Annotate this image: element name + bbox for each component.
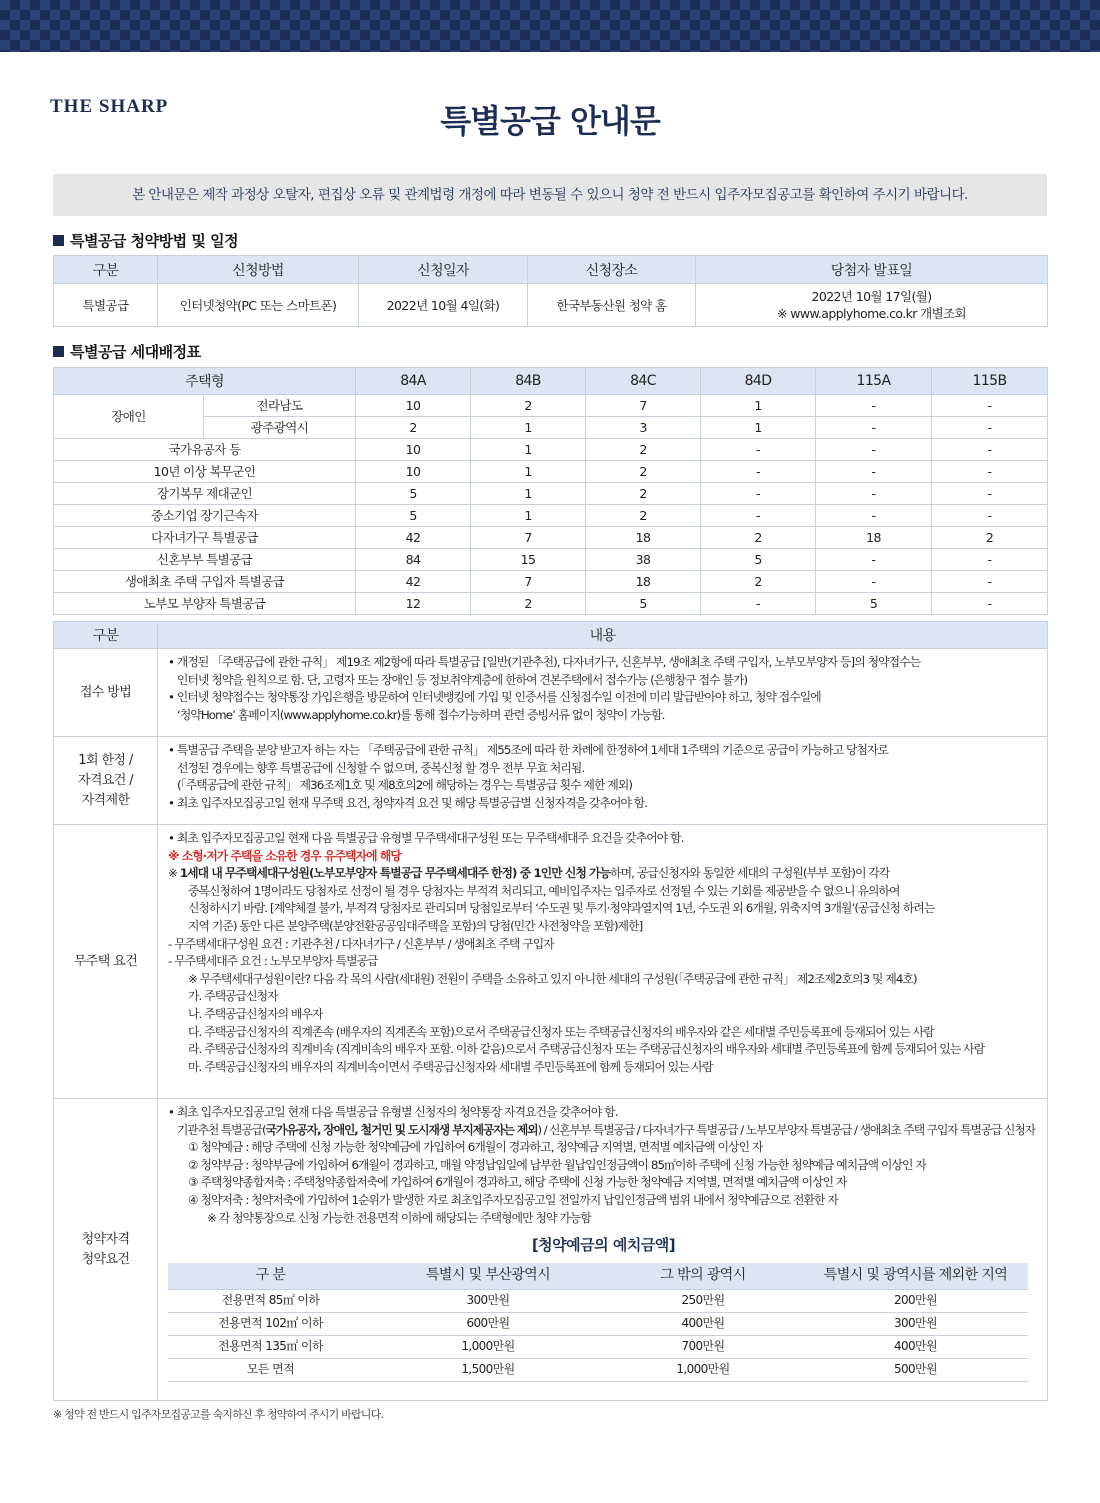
allocation-cell: 1 — [471, 505, 586, 527]
schedule-header: 신청방법 — [158, 256, 359, 284]
allocation-cell: 18 — [586, 527, 701, 549]
allocation-row — [54, 483, 1048, 505]
section-label: 무주택 요건 — [54, 825, 158, 1099]
deposit-header: 구 분 — [168, 1263, 373, 1290]
allocation-cell: 1 — [701, 395, 816, 417]
deposit-cell: 250만원 — [603, 1290, 803, 1313]
deposit-row — [168, 1313, 1028, 1336]
allocation-row-label: 광주광역시 — [204, 417, 356, 439]
allocation-cell: - — [816, 549, 932, 571]
details-header: 내용 — [158, 622, 1048, 649]
allocation-cell: 1 — [471, 439, 586, 461]
allocation-cell: 2 — [932, 527, 1048, 549]
notice-banner: 본 안내문은 제작 과정상 오탈자, 편집상 오류 및 관계법령 개정에 따라 변동될 수 있으니 청약 전 반드시 입주자모집공고를 확인하여 주시기 바랍니다. — [53, 174, 1047, 216]
allocation-row — [54, 417, 1048, 439]
section-content: • 최초 입주자모집공고일 현재 다음 특별공급 유형별 무주택세대구성원 또는 무주택세대주 요건을 갖추어야 함. ※ 소형·저가 주택을 소유한 경우 유주택자에 해당 ※ 1세대 내 무주택세대구성원(노부모부양자 특별공급 무주택세대주 한정) 중 1인만 신청 가능하며, 공급신청자와 동일한 세대의 구성원(부부 포함)이 각각 중복신청하여 1명이라도 당첨자로 선정이 될 경우 당첨자는 부적격 처리되고, 예비입주자는 입주자로 선정될 수 있는 기회를 제공받을 수 없으니 유의하여 신청하시기 바람. [계약체결 불가, 부적격 당첨자로 관리되며 당첨일로부터 ‘수도권 및 투기·청약과열지역 1년, 수도권 외 6개월, 위축지역 3개월’(공급신청 하려는 지역 기준) 동안 다른 분양주택(분양전환공공임대주택을 포함)의 당첨(민간 사전청약을 포함)제한] - 무주택세대구성원 요건 : 기관추천 / 다자녀가구 / 신혼부부 / 생애최초 주택 구입자 - 무주택세대주 요건 : 노부모부양자 특별공급 ※ 무주택세대구성원이란? 다음 각 목의 사람(세대원) 전원이 주택을 소유하고 있지 아니한 세대의 구성원(「주택공급에 관한 규칙」 제2조제2호의3 및 제4호) 가. 주택공급신청자 나. 주택공급신청자의 배우자 다. 주택공급신청자의 직계존속 (배우자의 직계존속 포함)으로서 주택공급신청자 또는 주택공급신청자의 배우자와 같은 세대별 주민등록표에 등재되어 있는 사람 라. 주택공급신청자의 직계비속 (직계비속의 배우자 포함. 이하 같음)으로서 주택공급신청자 또는 주택공급신청자의 배우자와 세대별 주민등록표에 함께 등재되어 있는 사람 마. 주택공급신청자의 배우자의 직계비속이면서 주택공급신청자와 세대별 주민등록표에 함께 등재되어 있는 사람 — [158, 825, 1048, 1099]
deposit-cell: 1,000만원 — [603, 1359, 803, 1382]
deposit-cell: 500만원 — [803, 1359, 1028, 1382]
allocation-row — [54, 571, 1048, 593]
allocation-cell: 42 — [356, 571, 471, 593]
schedule-header: 신청장소 — [528, 256, 696, 284]
allocation-cell: 18 — [586, 571, 701, 593]
allocation-cell: 1 — [471, 483, 586, 505]
allocation-cell: 7 — [471, 571, 586, 593]
allocation-cell: - — [932, 461, 1048, 483]
allocation-row — [54, 395, 1048, 417]
deposit-cell: 모든 면적 — [168, 1359, 373, 1382]
allocation-cell: 1 — [471, 417, 586, 439]
allocation-cell: 2 — [586, 483, 701, 505]
allocation-cell: 7 — [586, 395, 701, 417]
unit-type-header: 115B — [932, 368, 1048, 395]
allocation-cell: - — [816, 483, 932, 505]
allocation-row — [54, 593, 1048, 615]
allocation-cell: 84 — [356, 549, 471, 571]
allocation-cell: 5 — [356, 505, 471, 527]
allocation-cell: 12 — [356, 593, 471, 615]
deposit-row — [168, 1336, 1028, 1359]
allocation-cell: 10 — [356, 461, 471, 483]
allocation-cell: - — [701, 505, 816, 527]
allocation-cell: 2 — [471, 593, 586, 615]
deposit-cell: 전용면적 135㎡ 이하 — [168, 1336, 373, 1359]
allocation-cell: - — [816, 439, 932, 461]
deposit-cell: 400만원 — [803, 1336, 1028, 1359]
allocation-row-label: 다자녀가구 특별공급 — [54, 527, 356, 549]
allocation-row-label: 중소기업 장기근속자 — [54, 505, 356, 527]
deposit-cell: 700만원 — [603, 1336, 803, 1359]
allocation-cell: - — [816, 505, 932, 527]
allocation-cell: 42 — [356, 527, 471, 549]
allocation-cell: 2 — [701, 571, 816, 593]
deposit-cell: 300만원 — [803, 1313, 1028, 1336]
allocation-row — [54, 461, 1048, 483]
allocation-row-label: 노부모 부양자 특별공급 — [54, 593, 356, 615]
allocation-row — [54, 549, 1048, 571]
allocation-cell: - — [701, 439, 816, 461]
deposit-header: 특별시 및 부산광역시 — [373, 1263, 603, 1290]
section-content: • 최초 입주자모집공고일 현재 다음 특별공급 유형별 신청자의 청약통장 자격요건을 갖추어야 함. 기관추천 특별공급(국가유공자, 장애인, 철거민 및 도시재생 부지제공자는 제외) / 신혼부부 특별공급 / 다자녀가구 특별공급 / 노부모부양자 특별공급 / 생애최초 주택 구입자 특별공급 신청자 ① 청약예금 : 해당 주택에 신청 가능한 청약예금에 가입하여 6개월이 경과하고, 청약예금 지역별, 면적별 예치금액 이상인 자 ② 청약부금 : 청약부금에 가입하여 6개월이 경과하고, 매월 약정납입일에 납부한 월납입인정금액이 85㎡이하 주택에 신청 가능한 청약예금 예치금액 이상인 자 ③ 주택청약종합저축 : 주택청약종합저축에 가입하여 6개월이 경과하고, 해당 주택에 신청 가능한 청약예금 지역별, 면적별 예치금액 이상인 자 ④ 청약저축 : 청약저축에 가입하여 1순위가 발생한 자로 최초입주자모집공고일 전일까지 납입인정금액 범위 내에서 청약예금으로 전환한 자 ※ 각 청약통장으로 신청 가능한 전용면적 이하에 해당되는 주택형에만 청약 가능함 [청약예금의 예치금액] 구 분 특별시 및 부산광역시 그 밖의 광역시 특별시 및 광역시를 제외한 지역 전용면적 85㎡ 이하 300만원 250만원 200만원 전용면적 102㎡ 이하 600만원 400만원 300만원 전용면적 135㎡ 이하 1,000만원 700만원 400만원 모든 면적 1,500만원 1,000만원 500만원 — [158, 1099, 1048, 1401]
allocation-row-label: 생애최초 주택 구입자 특별공급 — [54, 571, 356, 593]
checker-pattern — [0, 0, 1100, 52]
allocation-cell: 1 — [471, 461, 586, 483]
deposit-header: 특별시 및 광역시를 제외한 지역 — [803, 1263, 1028, 1290]
deposit-cell: 전용면적 85㎡ 이하 — [168, 1290, 373, 1313]
section-content: • 개정된 「주택공급에 관한 규칙」 제19조 제2항에 따라 특별공급 [일반(기관추천), 다자녀가구, 신혼부부, 생애최초 주택 구입자, 노부모부양자 등]의 청약접수는 인터넷 청약을 원칙으로 함. 단, 고령자 또는 장애인 등 정보취약계층에 한하여 견본주택에서 접수가능 (은행창구 접수 불가) • 인터넷 청약접수는 청약통장 가입은행을 방문하여 인터넷뱅킹에 가입 및 인증서를 신청접수일 이전에 미리 발급받아야 하고, 청약 접수일에 ‘청약Home’ 홈페이지(www.applyhome.co.kr)를 통해 접수가능하며 관련 증빙서류 없이 청약이 가능함. — [158, 649, 1048, 737]
allocation-row — [54, 505, 1048, 527]
allocation-cell: 5 — [701, 549, 816, 571]
schedule-header: 신청일자 — [359, 256, 528, 284]
deposit-title: [청약예금의 예치금액] — [531, 1236, 676, 1255]
schedule-place: 한국부동산원 청약 홈 — [528, 284, 696, 327]
allocation-cell: 2 — [471, 395, 586, 417]
allocation-cell: - — [932, 483, 1048, 505]
allocation-cell: 2 — [586, 461, 701, 483]
schedule-type: 특별공급 — [54, 284, 158, 327]
unit-type-header: 84C — [586, 368, 701, 395]
section-content: • 특별공급 주택을 분양 받고자 하는 자는 「주택공급에 관한 규칙」 제55조에 따라 한 차례에 한정하여 1세대 1주택의 기준으로 공급이 가능하고 당첨자로 선정된 경우에는 향후 특별공급에 신청할 수 없으며, 중복신청 할 경우 전부 무효 처리됨. (「주택공급에 관한 규칙」 제36조제1호 및 제8호의2에 해당하는 경우는 특별공급 횟수 제한 제외) • 최초 입주자모집공고일 현재 무주택 요건, 청약자격 요건 및 해당 특별공급별 신청자격을 갖추어야 함. — [158, 737, 1048, 825]
schedule-method: 인터넷청약(PC 또는 스마트폰) — [158, 284, 359, 327]
section-label: 접수 방법 — [54, 649, 158, 737]
deposit-cell: 전용면적 102㎡ 이하 — [168, 1313, 373, 1336]
page-title: 특별공급 안내문 — [440, 102, 660, 140]
allocation-cell: - — [816, 461, 932, 483]
details-header: 구분 — [54, 622, 158, 649]
allocation-row — [54, 527, 1048, 549]
allocation-cell: 15 — [471, 549, 586, 571]
allocation-cell: 2 — [356, 417, 471, 439]
header-pattern-banner — [0, 0, 1100, 52]
allocation-cell: 10 — [356, 395, 471, 417]
section-label: 청약자격 청약요건 — [54, 1099, 158, 1401]
allocation-cell: 2 — [701, 527, 816, 549]
schedule-heading: 특별공급 청약방법 및 일정 — [53, 231, 238, 251]
allocation-row-label: 10년 이상 복무군인 — [54, 461, 356, 483]
allocation-cell: - — [701, 593, 816, 615]
allocation-cell: - — [932, 593, 1048, 615]
deposit-cell: 200만원 — [803, 1290, 1028, 1313]
schedule-date: 2022년 10월 4일(화) — [359, 284, 528, 327]
allocation-header-type: 주택형 — [54, 368, 356, 395]
square-bullet-icon — [53, 235, 64, 246]
allocation-cell: 18 — [816, 527, 932, 549]
allocation-row-label: 장기복무 제대군인 — [54, 483, 356, 505]
allocation-cell: - — [932, 571, 1048, 593]
allocation-cell: 7 — [471, 527, 586, 549]
allocation-cell: 5 — [586, 593, 701, 615]
allocation-cell: 2 — [586, 439, 701, 461]
schedule-header: 당첨자 발표일 — [696, 256, 1048, 284]
unit-type-header: 115A — [816, 368, 932, 395]
allocation-row-label: 신혼부부 특별공급 — [54, 549, 356, 571]
allocation-cell: - — [816, 395, 932, 417]
unit-type-header: 84D — [701, 368, 816, 395]
allocation-cell: - — [932, 549, 1048, 571]
allocation-row-label: 전라남도 — [204, 395, 356, 417]
section-label: 1회 한정 / 자격요건 / 자격제한 — [54, 737, 158, 825]
announce-date: 2022년 10월 17일(월) — [811, 289, 932, 304]
schedule-table — [53, 255, 1048, 327]
allocation-cell: - — [816, 571, 932, 593]
allocation-cell: 38 — [586, 549, 701, 571]
brand-logo: THE SHARP — [50, 96, 169, 117]
allocation-cell: 5 — [816, 593, 932, 615]
disabled-group-label: 장애인 — [54, 395, 204, 439]
allocation-cell: - — [932, 417, 1048, 439]
deposit-row — [168, 1290, 1028, 1313]
warning-text: ※ 소형·저가 주택을 소유한 경우 유주택자에 해당 — [168, 848, 401, 863]
allocation-cell: 3 — [586, 417, 701, 439]
allocation-cell: - — [932, 505, 1048, 527]
allocation-cell: - — [932, 439, 1048, 461]
allocation-cell: 5 — [356, 483, 471, 505]
deposit-table — [168, 1263, 1028, 1383]
unit-type-header: 84B — [471, 368, 586, 395]
square-bullet-icon — [53, 346, 64, 357]
deposit-cell: 1,000만원 — [373, 1336, 603, 1359]
announce-note: ※ www.applyhome.co.kr 개별조회 — [776, 306, 967, 321]
deposit-cell: 1,500만원 — [373, 1359, 603, 1382]
unit-type-header: 84A — [356, 368, 471, 395]
allocation-heading: 특별공급 세대배정표 — [53, 342, 201, 362]
deposit-cell: 600만원 — [373, 1313, 603, 1336]
schedule-header: 구분 — [54, 256, 158, 284]
deposit-header: 그 밖의 광역시 — [603, 1263, 803, 1290]
allocation-row-label: 국가유공자 등 — [54, 439, 356, 461]
allocation-cell: 2 — [586, 505, 701, 527]
details-table — [53, 621, 1048, 1401]
allocation-cell: - — [701, 461, 816, 483]
allocation-cell: 1 — [701, 417, 816, 439]
allocation-table — [53, 367, 1048, 615]
deposit-cell: 400만원 — [603, 1313, 803, 1336]
deposit-row — [168, 1359, 1028, 1382]
allocation-cell: - — [816, 417, 932, 439]
schedule-announce — [696, 284, 1048, 327]
allocation-row — [54, 439, 1048, 461]
allocation-cell: - — [932, 395, 1048, 417]
footnote: ※ 청약 전 반드시 입주자모집공고를 숙지하신 후 청약하여 주시기 바랍니다. — [53, 1408, 384, 1421]
allocation-cell: - — [701, 483, 816, 505]
allocation-cell: 10 — [356, 439, 471, 461]
deposit-cell: 300만원 — [373, 1290, 603, 1313]
